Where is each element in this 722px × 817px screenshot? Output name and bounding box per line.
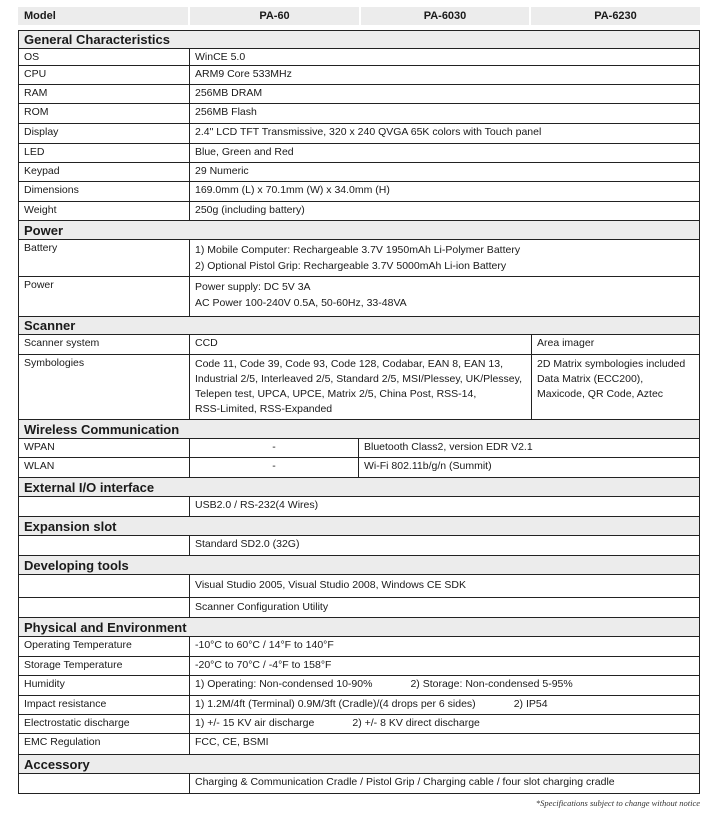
table-row: [19, 144, 699, 163]
row-label: Scanner system: [19, 335, 190, 354]
scanner-system-2d: Area imager: [537, 337, 595, 349]
humidity-storage: 2) Storage: Non-condensed 5-95%: [410, 678, 573, 690]
row-value: 256MB DRAM: [195, 87, 263, 99]
row-value: Visual Studio 2005, Visual Studio 2008, Windows CE SDK: [195, 579, 467, 591]
symbology-line: Telepen test, UPCA, UPCE, Matrix 2/5, China Post, RSS-14,: [195, 388, 477, 400]
table-row: [19, 575, 699, 598]
row-label: Weight: [19, 202, 190, 220]
table-row: [19, 66, 699, 85]
row-value: WinCE 5.0: [195, 51, 246, 63]
table-row: [19, 202, 699, 221]
header-model-label: Model: [18, 7, 188, 25]
power-line-1: Power supply: DC 5V 3A: [195, 281, 311, 293]
row-label: Humidity: [19, 676, 190, 695]
table-row: [19, 637, 699, 657]
row-value: [190, 715, 699, 733]
wpan-pa60: -: [190, 439, 359, 457]
impact-drop: 1) 1.2M/4ft (Terminal) 0.9M/3ft (Cradle)/(4 drops per 6 sides): [195, 698, 476, 710]
section-title: Scanner: [24, 318, 76, 333]
section-title: Accessory: [24, 756, 90, 772]
row-label: [19, 497, 190, 516]
row-label: Dimensions: [19, 182, 190, 201]
table-row: [19, 439, 699, 458]
table-row: [19, 163, 699, 182]
row-label: EMC Regulation: [19, 734, 190, 754]
table-row: [19, 497, 699, 517]
table-row: [19, 657, 699, 676]
row-label: [19, 774, 190, 793]
section-devtools: [19, 556, 699, 575]
row-value: [190, 696, 699, 714]
table-row: [19, 598, 699, 618]
row-label: [19, 575, 190, 597]
wlan-value: Wi-Fi 802.11b/g/n (Summit): [364, 460, 492, 472]
section-io: [19, 478, 699, 497]
header-model-pa6030: PA-6030: [361, 7, 529, 25]
section-title: General Characteristics: [24, 32, 170, 47]
symbology-line: Maxicode, QR Code, Aztec: [537, 388, 664, 400]
wpan-value: Bluetooth Class2, version EDR V2.1: [364, 441, 533, 453]
symbologies-1d: [190, 355, 532, 419]
section-title: Developing tools: [24, 557, 129, 573]
row-label: LED: [19, 144, 190, 162]
header-model-pa6230: PA-6230: [531, 7, 700, 25]
table-row: [19, 734, 699, 755]
footnote: *Specifications subject to change without notice: [535, 798, 700, 808]
table-row: [19, 335, 699, 355]
table-row: [19, 182, 699, 202]
section-title: Wireless Communication: [24, 421, 180, 437]
esd-direct: 2) +/- 8 KV direct discharge: [352, 717, 480, 729]
section-scanner: [19, 317, 699, 335]
row-label: Keypad: [19, 163, 190, 181]
row-value: [190, 240, 699, 276]
row-value: [190, 676, 699, 695]
table-row: [19, 124, 699, 144]
table-row: [19, 536, 699, 556]
row-label: RAM: [19, 85, 190, 103]
row-label: WPAN: [19, 439, 190, 457]
humidity-operating: 1) Operating: Non-condensed 10-90%: [195, 678, 373, 690]
table-row: [19, 696, 699, 715]
row-label: Operating Temperature: [19, 637, 190, 656]
row-label: Electrostatic discharge: [19, 715, 190, 733]
section-title: Physical and Environment: [24, 619, 187, 635]
wlan-pa60: -: [190, 458, 359, 477]
row-value: ARM9 Core 533MHz: [195, 68, 292, 80]
section-physical: [19, 618, 699, 637]
table-row: [19, 458, 699, 478]
row-label: [19, 536, 190, 555]
section-accessory: [19, 755, 699, 774]
table-row: [19, 774, 699, 794]
table-row: [19, 715, 699, 734]
impact-ip-rating: 2) IP54: [513, 698, 548, 710]
section-title: External I/O interface: [24, 479, 155, 495]
row-label: OS: [19, 49, 190, 65]
spec-table: [18, 30, 700, 794]
row-label: WLAN: [19, 458, 190, 477]
table-row: [19, 85, 699, 104]
symbology-line: 2D Matrix symbologies included: [537, 358, 686, 370]
row-label: Battery: [19, 240, 190, 276]
row-value: [190, 277, 699, 316]
row-label: [19, 598, 190, 617]
row-value: 29 Numeric: [195, 165, 249, 177]
row-value: 256MB Flash: [195, 106, 257, 118]
row-label: Impact resistance: [19, 696, 190, 714]
section-title: Expansion slot: [24, 518, 117, 534]
row-value: Standard SD2.0 (32G): [195, 538, 300, 550]
battery-line-1: 1) Mobile Computer: Rechargeable 3.7V 1950mAh Li-Polymer Battery: [195, 244, 521, 256]
row-label: Power: [19, 277, 190, 316]
row-label: Symbologies: [19, 355, 190, 419]
section-general: [19, 31, 699, 49]
row-label: CPU: [19, 66, 190, 84]
row-value: 169.0mm (L) x 70.1mm (W) x 34.0mm (H): [195, 184, 390, 196]
battery-line-2: 2) Optional Pistol Grip: Rechargeable 3.7V 5000mAh Li-ion Battery: [195, 260, 507, 272]
symbologies-2d: [532, 355, 699, 419]
row-label: ROM: [19, 104, 190, 123]
symbology-line: Code 11, Code 39, Code 93, Code 128, Codabar, EAN 8, EAN 13,: [195, 358, 504, 370]
table-row: [19, 277, 699, 317]
row-label: Storage Temperature: [19, 657, 190, 675]
header-model-pa60: PA-60: [190, 7, 359, 25]
power-line-2: AC Power 100-240V 0.5A, 50-60Hz, 33-48VA: [195, 297, 407, 309]
row-value: FCC, CE, BSMI: [195, 736, 269, 748]
scanner-system-1d: CCD: [190, 335, 532, 354]
row-label: Display: [19, 124, 190, 143]
row-value: Charging & Communication Cradle / Pistol Grip / Charging cable / four slot charging cradle: [195, 776, 615, 788]
row-value: -10°C to 60°C / 14°F to 140°F: [195, 639, 334, 651]
row-value: -20°C to 70°C / -4°F to 158°F: [195, 659, 332, 671]
section-title: Power: [24, 222, 64, 238]
table-row: [19, 49, 699, 66]
row-value: Blue, Green and Red: [195, 146, 294, 158]
esd-air: 1) +/- 15 KV air discharge: [195, 717, 315, 729]
table-row: [19, 676, 699, 696]
table-row: [19, 355, 699, 420]
section-wireless: [19, 420, 699, 439]
section-expansion: [19, 517, 699, 536]
table-row: [19, 104, 699, 124]
symbology-line: Industrial 2/5, Interleaved 2/5, Standard 2/5, MSI/Plessey, UK/Plessey,: [195, 373, 523, 385]
row-value: Scanner Configuration Utility: [195, 601, 329, 613]
symbology-line: Data Matrix (ECC200),: [537, 373, 644, 385]
table-row: [19, 240, 699, 277]
row-value: USB2.0 / RS-232(4 Wires): [195, 499, 319, 511]
row-value: 250g (including battery): [195, 204, 305, 216]
section-power: [19, 221, 699, 240]
symbology-line: RSS-Limited, RSS-Expanded: [195, 403, 333, 415]
row-value: 2.4" LCD TFT Transmissive, 320 x 240 QVGA 65K colors with Touch panel: [195, 126, 542, 138]
